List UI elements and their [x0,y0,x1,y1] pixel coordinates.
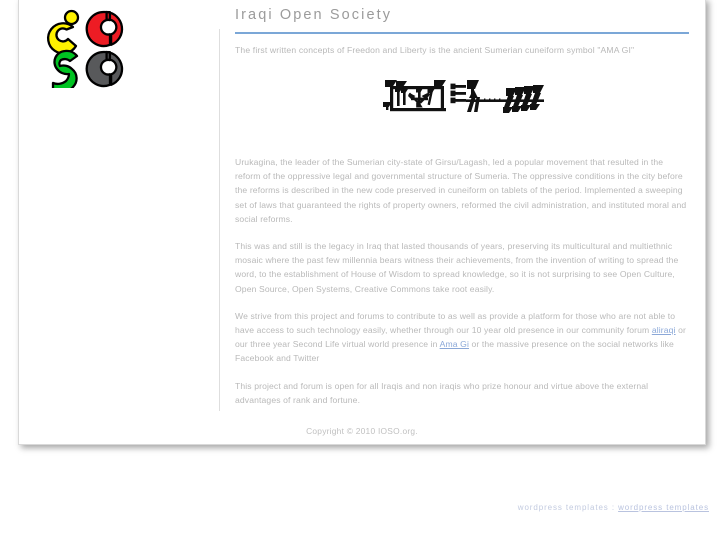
paragraph-open: This project and forum is open for all Iraqis and non iraqis who prize honour and virtue above the external advantages of rank and fortune. [235,380,649,405]
column-divider [219,29,220,411]
copyright-text: Copyright © 2010 IOSO.org. [306,426,418,436]
ioso-logo[interactable] [41,8,125,88]
logo-column [19,0,219,445]
footer-credits [518,503,709,512]
link-aliraqi[interactable]: aliraqi [651,325,676,336]
link-ama-gi[interactable]: Ama Gi [439,339,469,350]
paragraph-strive [235,309,689,366]
content-card [18,0,706,445]
logo-glyph-s-green [53,51,77,88]
paragraph-legacy: This was and still is the legacy in Iraq that lasted thousands of years, preserving its multicultural and multiethnic mosaic where the past few millennia bears witness their achievements, from the invention of writing to spread the word, to the establishment of House of Wisdom to spread knowledge, so it is not surprising to see Open Culture, Open Source, Open Systems, Creative Commons take root easily. [235,241,679,294]
footer-credit-plain: wordpress templates [517,503,609,512]
intro-line: The first written concepts of Freedon and Liberty is the ancient Sumerian cuneiform symbol "AMA GI" [235,45,635,55]
ama-gi-cuneiform-figure [235,74,689,125]
title-rule [235,32,689,34]
main-column [235,0,695,420]
logo-glyph-c-yellow [48,11,78,53]
page-title: Iraqi Open Society [235,7,393,23]
body-text [235,155,695,407]
paragraph-strive-part-2: or our three year Second Life virtual world presence in [235,325,686,350]
ama-gi-cuneiform-icon [376,74,548,120]
paragraph-strive-part-3: or the massive presence on the social networks like Facebook and Twitter [235,339,674,364]
footer-credit-separator: : [611,503,615,512]
logo-glyph-o-red [87,12,122,46]
logo-glyph-o-gray [87,52,122,86]
footer-credit-link[interactable]: wordpress templates [618,503,709,512]
paragraph-urukagina: Urukagina, the leader of the Sumerian city-state of Girsu/Lagash, led a popular movement that resulted in the reform of the oppressive legal and governmental structure of Sumeria. The oppressive conditions in the city before the reforms is described in the new code preserved in cuneiform on tablets of the period. Implemented a sweeping set of laws that guaranteed the rights of property owners, reformed the civil administration, and instituted moral and social reforms. [235,157,687,224]
copyright-bar [19,421,705,439]
paragraph-strive-part-1: We strive from this project and forums to contribute to as well as provide a platform for those who are not able to have access to such technology easily, whether through our 10 year old presence in our community forum [235,310,676,336]
